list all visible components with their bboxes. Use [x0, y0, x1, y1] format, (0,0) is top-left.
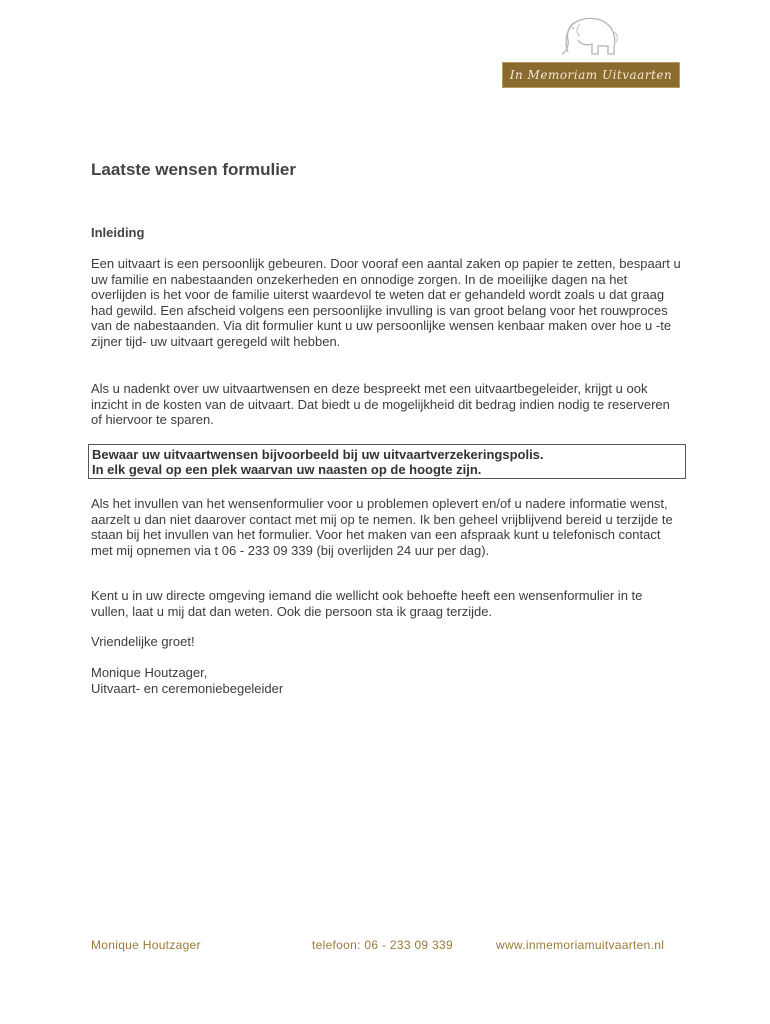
- intro-paragraph: Een uitvaart is een persoonlijk gebeuren. Door vooraf een aantal zaken op papier te zetten, bespaart u uw familie en nabestaanden onzekerheden en onnodige zorgen. In de moeilijke dagen na het overlijden is het voor de familie uiterst waardevol te weten dat er gehandeld wordt zoals u dat graag had gewild. Een afscheid volgens een persoonlijke invulling is van groot belang voor het rouwproces van de nabestaanden. Via dit formulier kunt u uw persoonlijke wensen kenbaar maken over hoe u -te zijner tijd- uw uitvaart geregeld wilt hebben.: [91, 256, 681, 349]
- referral-paragraph: Kent u in uw directe omgeving iemand die wellicht ook behoefte heeft een wensenformulier in te vullen, laat u mij dat dan weten. Ook die persoon sta ik graag terzijde.: [91, 588, 643, 619]
- notice-line-1: Bewaar uw uitvaartwensen bijvoorbeeld bij uw uitvaartverzekeringspolis.: [92, 447, 544, 462]
- footer-website[interactable]: www.inmemoriamuitvaarten.nl: [496, 938, 665, 952]
- document-title: Laatste wensen formulier: [91, 160, 297, 179]
- company-logo: [502, 8, 682, 84]
- footer-name: Monique Houtzager: [91, 938, 201, 952]
- notice-line-2: In elk geval op een plek waarvan uw naasten op de hoogte zijn.: [92, 462, 482, 477]
- signature-name: Monique Houtzager,: [91, 665, 208, 680]
- cost-paragraph: Als u nadenkt over uw uitvaartwensen en deze bespreekt met een uitvaartbegeleider, krijgt u ook inzicht in de kosten van de uitvaart. Dat biedt u de mogelijkheid dit bedrag indien nodig te reserveren of hiervoor te sparen.: [91, 381, 670, 428]
- notice-box: [88, 444, 686, 479]
- greeting: Vriendelijke groet!: [91, 634, 195, 649]
- logo-text: In Memoriam Uitvaarten: [502, 62, 680, 88]
- contact-paragraph: Als het invullen van het wensenformulier voor u problemen oplevert en/of u nadere informatie wenst, aarzelt u dan niet daarover contact met mij op te nemen. Ik ben geheel vrijblijvend bereid u terzijde te staan bij het invullen van het formulier. Voor het maken van een afspraak kunt u telefonisch contact met mij opnemen via t 06 - 233 09 339 (bij overlijden 24 uur per dag).: [91, 496, 673, 558]
- signature: [91, 665, 681, 696]
- elephant-icon: [554, 8, 630, 62]
- signature-role: Uitvaart- en ceremoniebegeleider: [91, 680, 284, 696]
- footer-phone: telefoon: 06 - 233 09 339: [312, 938, 453, 952]
- section-heading: Inleiding: [91, 225, 145, 240]
